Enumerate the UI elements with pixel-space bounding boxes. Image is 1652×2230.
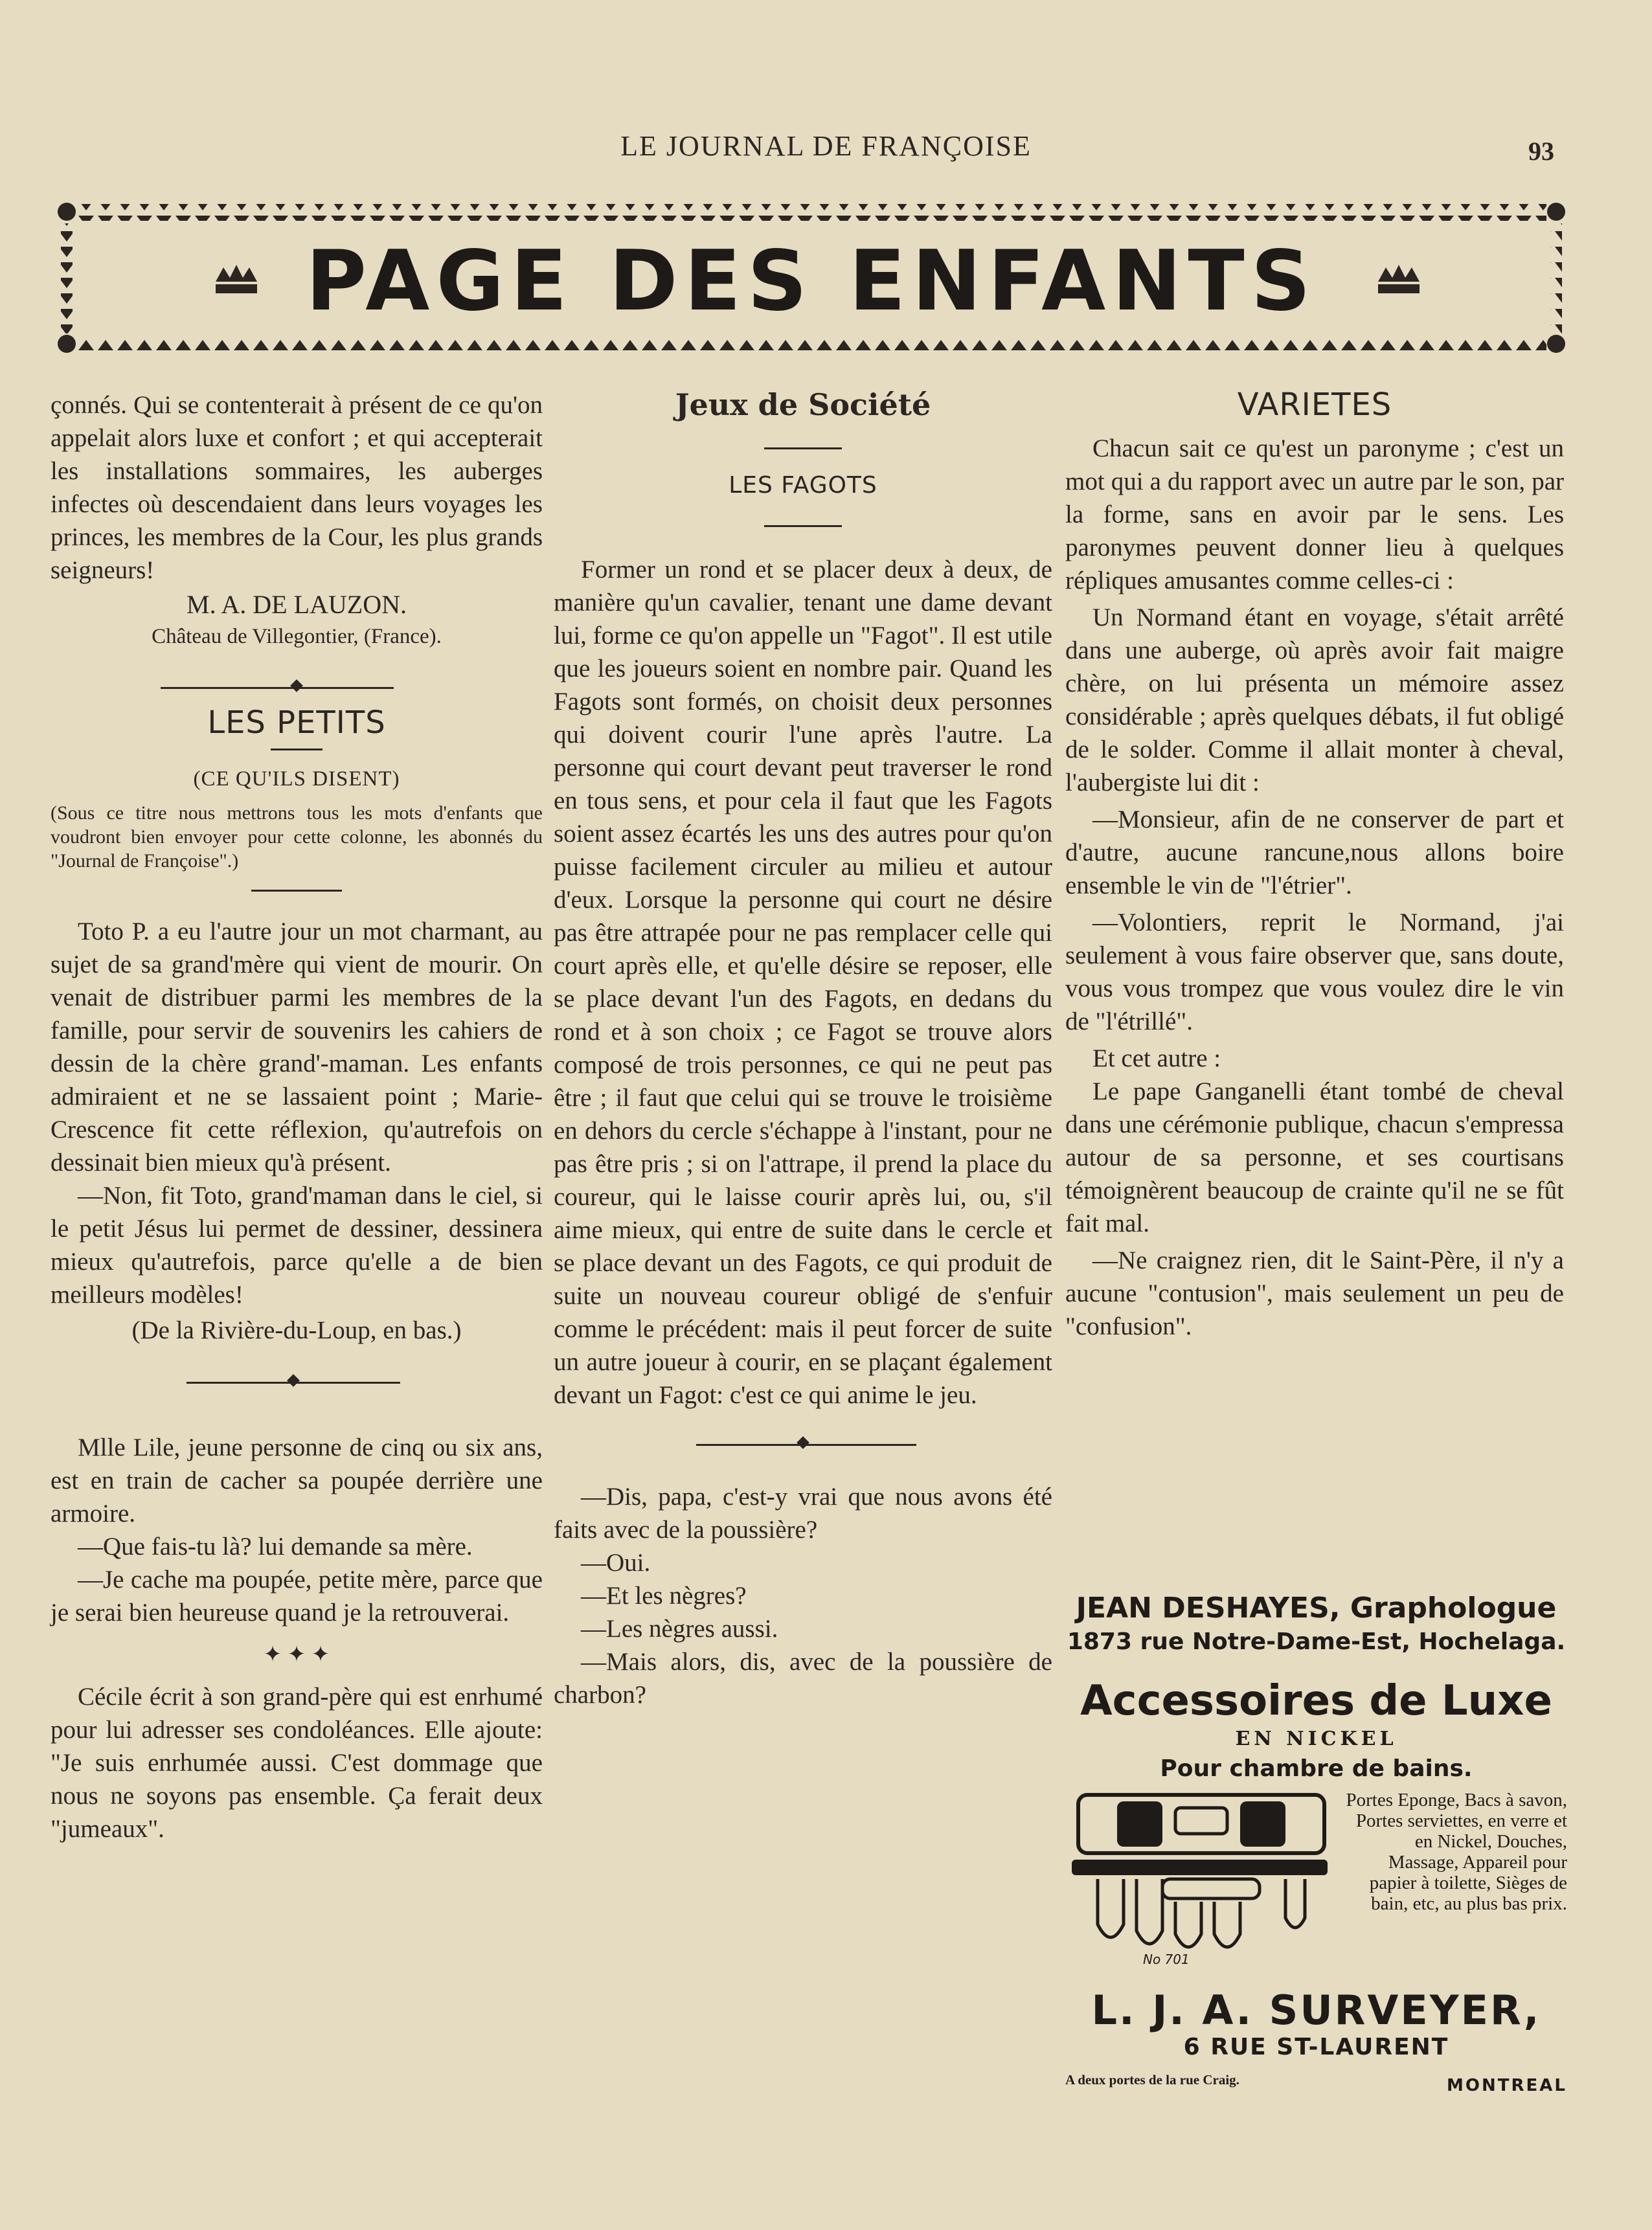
divider-ornament (554, 1435, 1052, 1454)
ad-near: A deux portes de la rue Craig. (1065, 2072, 1239, 2088)
story-lile-answer: —Je cache ma poupée, petite mère, parce que je serai bien heureuse quand je la retrouverai. (51, 1566, 543, 1627)
fagots-rules: Former un rond et se placer deux à deux, de manière qu'un cavalier, tenant une dame devant lui, forme ce qu'on appelle un "Fagot". Il est utile que les joueurs soient en nombre pair. Quand les Fagots sont formés, on choisit deux personnes qui doivent courir l'une après l'autre. La personne qui court devant peut traverser le rond en tous sens, et pour cela il faut que les Fagots soient assez écartés les uns des autres pour qu'on puisse facilement circuler au milieu et autour d'eux. Lorsque la personne qui court ne désire pas être attrapée pour ne pas remplacer celle qui court après elle, et qu'elle désire se reposer, elle se place devant l'un des Fagots, en dedans du rond et à son choix ; ce Fagot se trouve alors composé de trois personnes, ce qui ne peut pas être ; il faut que celui qui se trouve le troisième en dehors du cercle s'échappe à l'instant, pour ne pas être pris ; si on l'attrape, il prend la place du coureur, qui le laisse courir après lui, ou, s'il aime mieux, qui entre de suite dans le cercle et se place devant un des Fagots, ce qui produit de suite un nouveau coureur obligé de s'enfuir comme le précédent: mais il peut forcer de suite un autre joueur à courir, en se plaçant également devant un Fagot: c'est ce qui anime le jeu. (554, 556, 1052, 1409)
page-number: 93 (1528, 137, 1554, 166)
banner-title: PAGE DES ENFANTS (306, 233, 1317, 330)
section-note: (Sous ce titre nous mettrons tous les mots d'enfants que voudront bien envoyer pour cette colonne, les abonnés du "Journal de Françoise".) (51, 802, 543, 872)
dialog-line-2: —Oui. (581, 1549, 651, 1577)
author-location: Château de Villegontier, (France). (152, 625, 442, 648)
ad-street: 6 RUE ST-LAURENT (1183, 2034, 1449, 2060)
graphologue-ad (1065, 1592, 1567, 1655)
ad-headline: Accessoires de Luxe (1080, 1677, 1552, 1725)
ad-city: MONTREAL (1447, 2076, 1567, 2095)
surveyer-ad (1065, 1677, 1567, 2099)
section-subtitle: (CE QU'ILS DISENT) (193, 767, 400, 791)
varietes-intro: Chacun sait ce qu'est un paronyme ; c'est un mot qui a du rapport avec un autre par le son, par la forme, sans en avoir par le sens. Les paronymes peuvent donner lieu à quelques répliques amusantes comme celles-ci : (1065, 434, 1564, 594)
graphologue-name: JEAN DESHAYES, Graphologue (1076, 1592, 1557, 1625)
stars-separator: ✦ ✦ ✦ (263, 1643, 330, 1667)
varietes-title: VARIETES (1237, 387, 1392, 423)
divider-ornament (51, 1373, 543, 1392)
ad-sub-nickel: EN NICKEL (1235, 1728, 1397, 1750)
dialog-line-5: —Mais alors, dis, avec de la poussière de charbon? (554, 1648, 1052, 1709)
varietes-transition: Et cet autre : (1092, 1044, 1221, 1072)
right-column (1065, 389, 1564, 1343)
ad-sub-bath: Pour chambre de bains. (1160, 1755, 1473, 1782)
story-toto-source: (De la Rivière-du-Loup, en bas.) (131, 1316, 462, 1344)
article-continuation: çonnés. Qui se contenterait à présent de ce qu'on appelait alors luxe et confort ; et qui accepterait les installations sommaires, les auberges infectes où descendaient dans leurs voyages les princes, les membres de la Cour, les plus grands seigneurs! (51, 391, 543, 584)
ad-items-list: Portes Eponge, Bacs à savon, Portes serviettes, en verre et en Nickel, Douches, Massage, Appareil pour papier à toilette, Sièges de bain, etc, au plus bas prix. (1346, 1790, 1567, 1914)
story-cecile: Cécile écrit à son grand-père qui est enrhumé pour lui adresser ses condoléances. Elle ajoute: "Je suis enrhumée aussi. C'est dommage que nous ne soyons pas ensemble. Ça ferait deux "jumeaux". (51, 1683, 543, 1843)
author-signature: M. A. DE LAUZON. (187, 590, 407, 619)
varietes-aubergiste: —Monsieur, afin de ne conserver de part et d'autre, aucune rancune,nous allons boire ensemble le vin de "l'étrier". (1065, 805, 1564, 899)
story-lile-intro: Mlle Lile, jeune personne de cinq ou six ans, est en train de cacher sa poupée derrière une armoire. (51, 1434, 543, 1527)
title-banner (57, 197, 1566, 359)
bath-accessory-illustration (1065, 1788, 1337, 1976)
dialog-line-3: —Et les nègres? (581, 1582, 747, 1610)
section-title-les-petits: LES PETITS (207, 704, 386, 741)
ad-model-number: No 701 (1143, 1952, 1190, 1967)
varietes-pape-reply: —Ne craignez rien, dit le Saint-Père, il n'y a aucune "contusion", mais seulement un peu de "confusion". (1065, 1246, 1564, 1340)
graphologue-address: 1873 rue Notre-Dame-Est, Hochelaga. (1067, 1628, 1566, 1655)
varietes-pape: Le pape Ganganelli étant tombé de cheval dans une cérémonie publique, chacun s'empressa autour de sa personne, et ses courtisans témoignèrent beaucoup de crainte qu'il ne se fût fait mal. (1065, 1077, 1564, 1237)
story-toto-paragraph: Toto P. a eu l'autre jour un mot charmant, au sujet de sa grand'mère qui vient de mourir. On venait de distribuer parmi les membres de la famille, pour servir de souvenirs les cahiers de dessin de la chère grand'-maman. Les enfants admiraient et ne se lassaient point ; Marie-Crescence fit cette réflexion, qu'autrefois on dessinait bien mieux qu'à présent. (51, 918, 543, 1177)
divider-ornament (51, 678, 543, 697)
dialog-line-4: —Les nègres aussi. (581, 1615, 778, 1643)
ad-company: L. J. A. SURVEYER, (1091, 1987, 1541, 2034)
story-lile-question: —Que fais-tu là? lui demande sa mère. (78, 1533, 473, 1560)
dialog-line-1: —Dis, papa, c'est-y vrai que nous avons été faits avec de la poussière? (554, 1483, 1052, 1544)
varietes-normand: Un Normand étant en voyage, s'était arrêté dans une auberge, où après avoir fait maigre chère, on lui présenta un mémoire assez considérable ; après quelques débats, il fut obligé de le solder. Comme il allait monter à cheval, l'aubergiste lui dit : (1065, 603, 1564, 796)
left-column (51, 389, 543, 1845)
running-title: LE JOURNAL DE FRANÇOISE (620, 130, 1032, 162)
varietes-reply: —Volontiers, reprit le Normand, j'ai seulement à vous faire observer que, sans doute, vous vous trompez que vous voulez dire le vin de "l'étrillé". (1065, 908, 1564, 1035)
games-title: Jeux de Société (675, 387, 931, 422)
games-subtitle: LES FAGOTS (729, 472, 877, 499)
story-toto-reply: —Non, fit Toto, grand'maman dans le ciel, si le petit Jésus lui permet de dessiner, dessinera mieux qu'autrefois, parce qu'elle a de bien meilleurs modèles! (51, 1182, 543, 1309)
middle-column (554, 389, 1052, 1711)
